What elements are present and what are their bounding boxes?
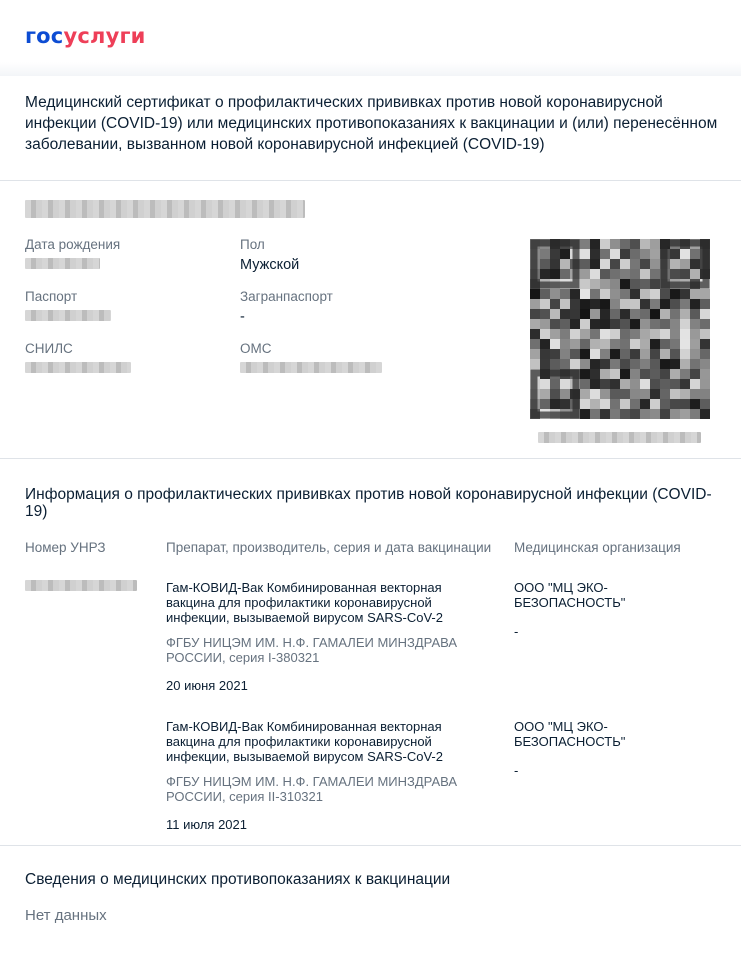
oms-label: ОМС: [240, 341, 272, 356]
manufacturer-text: ФГБУ НИЦЭМ ИМ. Н.Ф. ГАМАЛЕИ МИНЗДРАВА РОССИИ, серия I-380321: [166, 635, 458, 665]
foreign-passport-label: Загранпаспорт: [240, 289, 333, 304]
birth-date-label: Дата рождения: [25, 237, 121, 252]
col-preparation: Препарат, производитель, серия и дата вакцинации: [166, 540, 492, 555]
organization-extra: -: [514, 763, 519, 778]
preparation-text: Гам-КОВИД-Вак Комбинированная векторная вакцина для профилактики коронавирусной инфекции, вызываемой вирусом SARS-CoV-2: [166, 580, 443, 625]
sex-value: Мужской: [240, 257, 300, 273]
passport-redacted: [25, 310, 111, 321]
gosuslugi-logo[interactable]: госуслуги: [25, 24, 146, 48]
snils-redacted: [25, 362, 131, 373]
header-shadow: [0, 62, 741, 76]
oms-redacted: [240, 362, 382, 373]
birth-date-redacted: [25, 258, 100, 269]
manufacturer-text: ФГБУ НИЦЭМ ИМ. Н.Ф. ГАМАЛЕИ МИНЗДРАВА РОССИИ, серия II-310321: [166, 774, 458, 804]
preparation-text: Гам-КОВИД-Вак Комбинированная векторная вакцина для профилактики коронавирусной инфекции, вызываемой вирусом SARS-CoV-2: [166, 719, 443, 764]
vaccination-section-title: Информация о профилактических прививках против новой коронавирусной инфекции (COVID-19): [25, 486, 712, 520]
full-name-redacted: [25, 200, 305, 218]
organization-name: ООО "МЦ ЭКО-БЕЗОПАСНОСТЬ": [514, 719, 626, 749]
divider: [0, 180, 741, 181]
organization-cell: [514, 719, 644, 778]
header: [0, 0, 741, 70]
snils-label: СНИЛС: [25, 341, 73, 356]
divider: [0, 458, 741, 459]
col-organization: Медицинская организация: [514, 540, 681, 555]
vaccination-record: [166, 719, 486, 832]
organization-cell: [514, 580, 644, 639]
certificate-title: Медицинский сертификат о профилактических прививках против новой коронавирусной инфекции (COVID-19) или медицинских противопоказаниях к вакцинации и (или) перенесённом заболевании, вызванном новой коронавирусной инфекцией (COVID-19): [25, 94, 718, 153]
organization-name: ООО "МЦ ЭКО-БЕЗОПАСНОСТЬ": [514, 580, 626, 610]
vaccination-record: [166, 580, 486, 693]
sex-label: Пол: [240, 237, 265, 252]
col-unrz: Номер УНРЗ: [25, 540, 106, 555]
qr-caption-redacted: [538, 432, 701, 443]
organization-extra: -: [514, 624, 519, 639]
contraindications-section-title: Сведения о медицинских противопоказаниях к вакцинации: [25, 871, 451, 888]
no-data-text: Нет данных: [25, 907, 107, 924]
qr-code: [530, 239, 710, 419]
divider: [0, 845, 741, 846]
vaccination-date: 11 июля 2021: [166, 817, 247, 832]
foreign-passport-value: -: [240, 309, 245, 325]
unrz-redacted: [25, 580, 137, 591]
vaccination-date: 20 июня 2021: [166, 678, 248, 693]
passport-label: Паспорт: [25, 289, 78, 304]
